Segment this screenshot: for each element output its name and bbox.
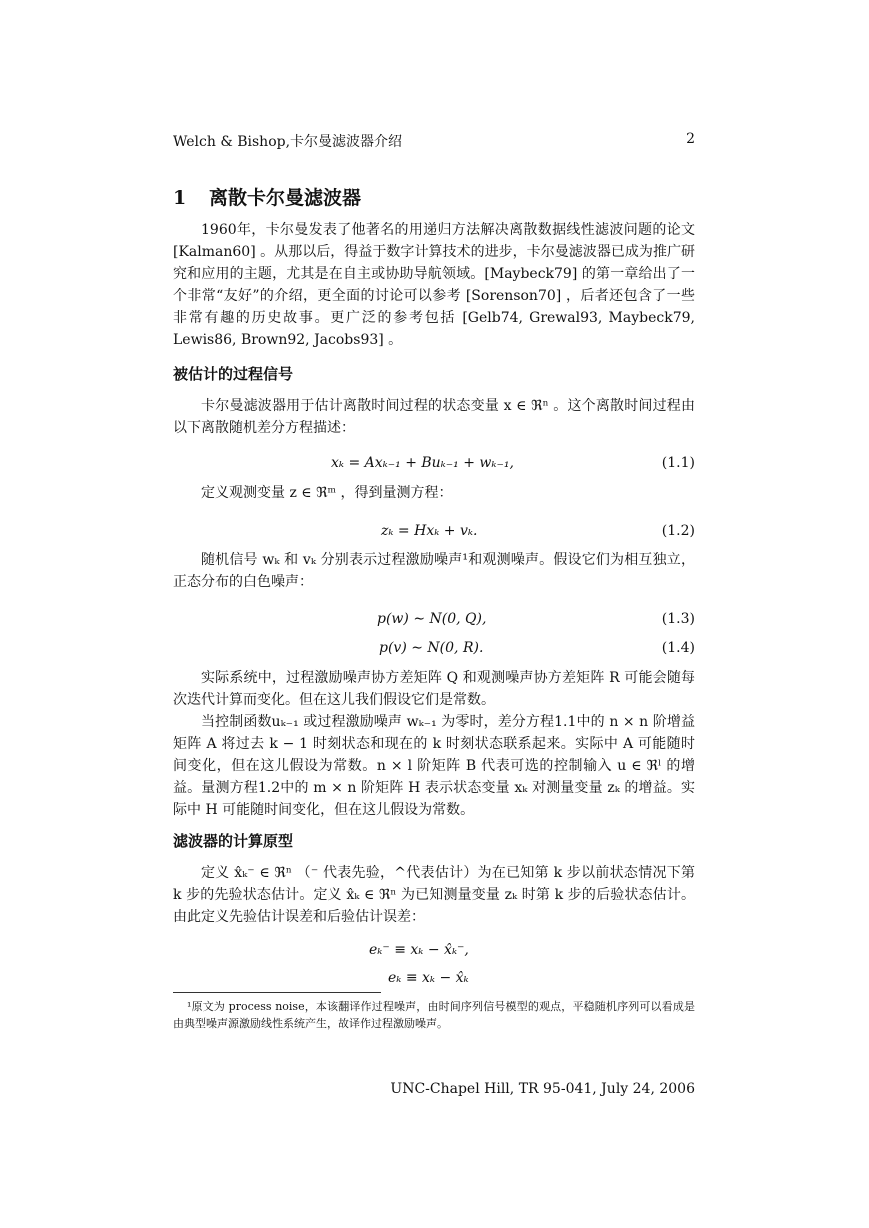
equation-expr: eₖ ≡ xₖ − x̂ₖ	[388, 970, 469, 986]
section-number: 1	[173, 187, 187, 209]
paragraph-noise: 随机信号 wₖ 和 vₖ 分别表示过程激励噪声¹和观测噪声。假设它们为相互独立，正态分布的白色噪声：	[173, 552, 695, 590]
subsection-heading-filter: 滤波器的计算原型	[173, 832, 294, 850]
equation-number: (1.2)	[661, 523, 695, 539]
equation-expr: eₖ⁻ ≡ xₖ − x̂ₖ⁻,	[369, 942, 469, 958]
paragraph-estimate: 定义 x̂ₖ⁻ ∈ ℜⁿ （⁻ 代表先验，^代表估计）为在已知第 k 步以前状态情况下第 k 步的先验状态估计。定义 x̂ₖ ∈ ℜⁿ 为已知测量变量 zₖ 时第 k 步的后验状态估计。由此定义先验估计误差和后验估计误差：	[173, 865, 695, 925]
subsection-heading-process: 被估计的过程信号	[173, 365, 294, 383]
equation-expr: zₖ = Hxₖ + vₖ.	[381, 523, 478, 539]
equation-number: (1.4)	[661, 640, 695, 656]
paragraph-gain-matrix: 当控制函数uₖ₋₁ 或过程激励噪声 wₖ₋₁ 为零时，差分方程1.1中的 n × n 阶增益矩阵 A 将过去 k − 1 时刻状态和现在的 k 时刻状态联系起来。实际中 A 可能随时间变化，但在这儿假设为常数。n × l 阶矩阵 B 代表可选的控制输入 u ∈ ℜˡ 的增益。量测方程1.2中的 m × n 阶矩阵 H 表示状态变量 xₖ 对测量变量 zₖ 的增益。实际中 H 可能随时间变化，但在这儿假设为常数。	[173, 714, 695, 818]
section-title: 离散卡尔曼滤波器	[209, 187, 362, 209]
header-title: Welch & Bishop,卡尔曼滤波器介绍	[173, 134, 403, 150]
footnote-rule	[173, 992, 381, 993]
equation-number: (1.3)	[661, 611, 695, 627]
running-header	[173, 131, 695, 151]
paragraph-observation: 定义观测变量 z ∈ ℜᵐ ，得到量测方程：	[201, 485, 453, 501]
paragraph-process: 卡尔曼滤波器用于估计离散时间过程的状态变量 x ∈ ℜⁿ 。这个离散时间过程由以下离散随机差分方程描述：	[173, 398, 695, 436]
page-number: 2	[686, 131, 695, 147]
equation-expr: p(w) ∼ N(0, Q),	[377, 611, 487, 627]
equation-expr: p(v) ∼ N(0, R).	[379, 640, 484, 656]
equation-expr: xₖ = Axₖ₋₁ + Buₖ₋₁ + wₖ₋₁,	[331, 455, 514, 471]
paragraph-intro: 1960年，卡尔曼发表了他著名的用递归方法解决离散数据线性滤波问题的论文 [Kalman60] 。从那以后，得益于数字计算技术的进步，卡尔曼滤波器已成为推广研究和应用的主题，尤其是在自主或协助导航领域。[Maybeck79] 的第一章给出了一个非常“友好”的介绍，更全面的讨论可以参考 [Sorenson70] ，后者还包含了一些非常有趣的历史故事。更广泛的参考包括 [Gelb74, Grewal93, Maybeck79, Lewis86, Brown92, Jacobs93] 。	[173, 222, 695, 348]
paragraph-covariance: 实际系统中，过程激励噪声协方差矩阵 Q 和观测噪声协方差矩阵 R 可能会随每次迭代计算而变化。但在这儿我们假设它们是常数。	[173, 670, 695, 708]
running-footer: UNC-Chapel Hill, TR 95-041, July 24, 2006	[390, 1081, 695, 1097]
equation-number: (1.1)	[661, 455, 695, 471]
footnote: ¹原文为 process noise，本该翻译作过程噪声，由时间序列信号模型的观点，平稳随机序列可以看成是由典型噪声源激励线性系统产生，故译作过程激励噪声。	[173, 1000, 695, 1030]
section-heading	[173, 183, 361, 210]
